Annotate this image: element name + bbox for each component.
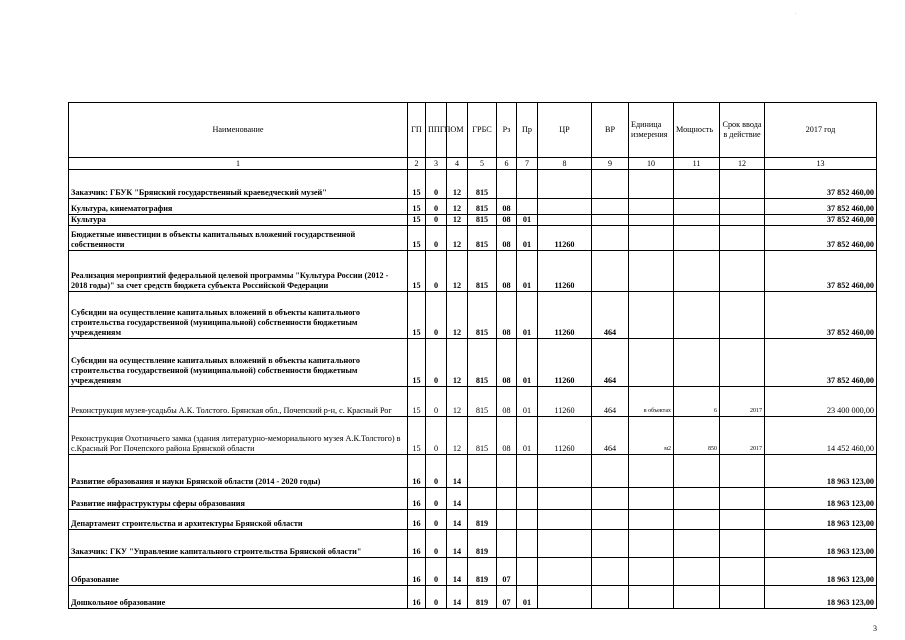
row-unit-cell bbox=[629, 339, 674, 387]
row-ppgp-cell: 0 bbox=[426, 387, 447, 417]
row-grbs-cell bbox=[468, 455, 497, 488]
row-name-cell: Дошкольное образование bbox=[69, 586, 408, 609]
row-grbs-cell: 819 bbox=[468, 530, 497, 558]
row-term-cell bbox=[720, 226, 765, 251]
row-ppgp-cell: 0 bbox=[426, 510, 447, 530]
row-gp-cell: 15 bbox=[408, 339, 426, 387]
row-name-cell: Реконструкция музея-усадьбы А.К. Толстого. Брянская обл., Почепский р-н, с. Красный Рог bbox=[69, 387, 408, 417]
row-pr-cell bbox=[517, 530, 538, 558]
row-grbs-cell: 819 bbox=[468, 510, 497, 530]
row-amount-cell: 14 452 460,00 bbox=[765, 417, 877, 455]
table-row bbox=[69, 199, 877, 215]
row-term-cell bbox=[720, 199, 765, 215]
table-row bbox=[69, 170, 877, 199]
row-ppgp-cell: 0 bbox=[426, 339, 447, 387]
row-ppgp-cell: 0 bbox=[426, 530, 447, 558]
row-amount-cell: 18 963 123,00 bbox=[765, 510, 877, 530]
row-pr-cell bbox=[517, 199, 538, 215]
row-om-cell: 14 bbox=[447, 488, 468, 510]
row-power-cell bbox=[674, 251, 720, 292]
row-vr-cell bbox=[592, 488, 629, 510]
row-unit-cell bbox=[629, 292, 674, 339]
table-row bbox=[69, 488, 877, 510]
row-ppgp-cell: 0 bbox=[426, 170, 447, 199]
row-grbs-cell: 815 bbox=[468, 339, 497, 387]
col-number: 1 bbox=[69, 158, 408, 170]
row-term-cell bbox=[720, 339, 765, 387]
row-term-cell bbox=[720, 488, 765, 510]
table-row bbox=[69, 292, 877, 339]
row-ppgp-cell: 0 bbox=[426, 455, 447, 488]
row-power-cell bbox=[674, 199, 720, 215]
col-pr-header: Пр bbox=[517, 103, 538, 158]
row-name-cell: Культура bbox=[69, 215, 408, 226]
row-unit-cell bbox=[629, 215, 674, 226]
col-grbs-header: ГРБС bbox=[468, 103, 497, 158]
col-unit-header: Единица измерения bbox=[629, 103, 674, 158]
col-number: 2 bbox=[408, 158, 426, 170]
row-power-cell bbox=[674, 586, 720, 609]
row-rz-cell bbox=[497, 170, 517, 199]
col-number: 10 bbox=[629, 158, 674, 170]
row-cs-cell bbox=[538, 215, 592, 226]
row-grbs-cell: 815 bbox=[468, 226, 497, 251]
row-pr-cell: 01 bbox=[517, 387, 538, 417]
row-ppgp-cell: 0 bbox=[426, 417, 447, 455]
row-grbs-cell: 815 bbox=[468, 292, 497, 339]
row-grbs-cell: 819 bbox=[468, 558, 497, 586]
row-name-cell: Заказчик: ГБУК "Брянский государственный краеведческий музей" bbox=[69, 170, 408, 199]
row-vr-cell bbox=[592, 170, 629, 199]
row-amount-cell: 37 852 460,00 bbox=[765, 251, 877, 292]
row-grbs-cell bbox=[468, 488, 497, 510]
row-power-cell bbox=[674, 488, 720, 510]
row-amount-cell: 37 852 460,00 bbox=[765, 226, 877, 251]
row-name-cell: Субсидии на осуществление капитальных вложений в объекты капитального строительства государственной (муниципальной) собственности бюджетным учреждениям bbox=[69, 339, 408, 387]
row-gp-cell: 16 bbox=[408, 488, 426, 510]
row-unit-cell bbox=[629, 488, 674, 510]
col-year-header: 2017 год bbox=[765, 103, 877, 158]
row-vr-cell bbox=[592, 530, 629, 558]
row-power-cell bbox=[674, 558, 720, 586]
row-cs-cell bbox=[538, 199, 592, 215]
row-power-cell bbox=[674, 292, 720, 339]
row-rz-cell: 08 bbox=[497, 292, 517, 339]
col-rz-header: Рз bbox=[497, 103, 517, 158]
row-pr-cell: 01 bbox=[517, 251, 538, 292]
row-cs-cell: 11260 bbox=[538, 387, 592, 417]
row-om-cell: 14 bbox=[447, 586, 468, 609]
col-number: 3 bbox=[426, 158, 447, 170]
column-number-row bbox=[69, 158, 877, 170]
row-term-cell bbox=[720, 292, 765, 339]
row-om-cell: 14 bbox=[447, 510, 468, 530]
row-power-cell bbox=[674, 226, 720, 251]
row-unit-cell bbox=[629, 251, 674, 292]
row-ppgp-cell: 0 bbox=[426, 215, 447, 226]
row-unit-cell bbox=[629, 558, 674, 586]
row-term-cell: 2017 bbox=[720, 417, 765, 455]
row-amount-cell: 37 852 460,00 bbox=[765, 215, 877, 226]
col-ppgp-header: ППГП bbox=[426, 103, 447, 158]
row-term-cell bbox=[720, 251, 765, 292]
row-grbs-cell: 815 bbox=[468, 251, 497, 292]
row-gp-cell: 15 bbox=[408, 199, 426, 215]
col-number: 6 bbox=[497, 158, 517, 170]
row-power-cell bbox=[674, 215, 720, 226]
row-power-cell bbox=[674, 510, 720, 530]
row-rz-cell bbox=[497, 530, 517, 558]
row-rz-cell: 08 bbox=[497, 215, 517, 226]
row-om-cell: 12 bbox=[447, 339, 468, 387]
row-gp-cell: 16 bbox=[408, 510, 426, 530]
row-om-cell: 14 bbox=[447, 455, 468, 488]
row-name-cell: Развитие инфраструктуры сферы образования bbox=[69, 488, 408, 510]
row-power-cell bbox=[674, 339, 720, 387]
row-amount-cell: 37 852 460,00 bbox=[765, 292, 877, 339]
row-rz-cell: 08 bbox=[497, 251, 517, 292]
row-om-cell: 12 bbox=[447, 417, 468, 455]
row-name-cell: Субсидии на осуществление капитальных вложений в объекты капитального строительства государственной (муниципальной) собственности бюджетным учреждениям bbox=[69, 292, 408, 339]
row-grbs-cell: 819 bbox=[468, 586, 497, 609]
row-grbs-cell: 815 bbox=[468, 215, 497, 226]
row-cs-cell bbox=[538, 586, 592, 609]
row-name-cell: Заказчик: ГКУ "Управление капитального строительства Брянской области" bbox=[69, 530, 408, 558]
row-cs-cell bbox=[538, 455, 592, 488]
row-ppgp-cell: 0 bbox=[426, 251, 447, 292]
row-om-cell: 12 bbox=[447, 387, 468, 417]
row-rz-cell bbox=[497, 455, 517, 488]
row-name-cell: Реконструкция Охотничьего замка (здания литературно-мемориального музея А.К.Толстого) в с.Красный Рог Почепского района Брянской области bbox=[69, 417, 408, 455]
row-gp-cell: 15 bbox=[408, 170, 426, 199]
row-grbs-cell: 815 bbox=[468, 387, 497, 417]
row-cs-cell: 11260 bbox=[538, 417, 592, 455]
table-row bbox=[69, 586, 877, 609]
row-pr-cell bbox=[517, 510, 538, 530]
row-gp-cell: 15 bbox=[408, 417, 426, 455]
col-number: 12 bbox=[720, 158, 765, 170]
row-cs-cell bbox=[538, 170, 592, 199]
row-vr-cell bbox=[592, 251, 629, 292]
row-term-cell bbox=[720, 586, 765, 609]
row-term-cell bbox=[720, 510, 765, 530]
row-term-cell bbox=[720, 170, 765, 199]
col-number: 13 bbox=[765, 158, 877, 170]
row-rz-cell bbox=[497, 510, 517, 530]
corner-mark: . bbox=[795, 10, 797, 16]
row-name-cell: Культура, кинематография bbox=[69, 199, 408, 215]
row-unit-cell bbox=[629, 199, 674, 215]
row-gp-cell: 16 bbox=[408, 558, 426, 586]
row-power-cell: 850 bbox=[674, 417, 720, 455]
row-cs-cell: 11260 bbox=[538, 339, 592, 387]
row-pr-cell: 01 bbox=[517, 339, 538, 387]
row-pr-cell: 01 bbox=[517, 417, 538, 455]
row-name-cell: Бюджетные инвестиции в объекты капитальных вложений государственной собственности bbox=[69, 226, 408, 251]
table-row bbox=[69, 387, 877, 417]
table-row bbox=[69, 251, 877, 292]
row-rz-cell bbox=[497, 488, 517, 510]
row-rz-cell: 08 bbox=[497, 199, 517, 215]
table-row bbox=[69, 417, 877, 455]
row-unit-cell: в объектах bbox=[629, 387, 674, 417]
row-name-cell: Развитие образования и науки Брянской области (2014 - 2020 годы) bbox=[69, 455, 408, 488]
row-om-cell: 14 bbox=[447, 558, 468, 586]
row-pr-cell: 01 bbox=[517, 292, 538, 339]
row-gp-cell: 15 bbox=[408, 226, 426, 251]
row-unit-cell bbox=[629, 530, 674, 558]
row-amount-cell: 18 963 123,00 bbox=[765, 488, 877, 510]
row-pr-cell bbox=[517, 170, 538, 199]
row-name-cell: Реализация мероприятий федеральной целевой программы "Культура России (2012 - 2018 годы)" за счет средств бюджета субъекта Российской Федерации bbox=[69, 251, 408, 292]
row-vr-cell: 464 bbox=[592, 387, 629, 417]
row-term-cell bbox=[720, 530, 765, 558]
row-amount-cell: 18 963 123,00 bbox=[765, 530, 877, 558]
row-om-cell: 14 bbox=[447, 530, 468, 558]
row-term-cell bbox=[720, 558, 765, 586]
row-om-cell: 12 bbox=[447, 199, 468, 215]
row-vr-cell: 464 bbox=[592, 417, 629, 455]
row-unit-cell bbox=[629, 455, 674, 488]
table-row bbox=[69, 530, 877, 558]
row-vr-cell bbox=[592, 226, 629, 251]
budget-table bbox=[68, 102, 877, 609]
budget-table-sheet bbox=[68, 102, 877, 609]
row-term-cell: 2017 bbox=[720, 387, 765, 417]
row-cs-cell: 11260 bbox=[538, 292, 592, 339]
row-vr-cell bbox=[592, 558, 629, 586]
row-amount-cell: 37 852 460,00 bbox=[765, 339, 877, 387]
row-ppgp-cell: 0 bbox=[426, 292, 447, 339]
col-cs-header: ЦР bbox=[538, 103, 592, 158]
col-vr-header: ВР bbox=[592, 103, 629, 158]
row-rz-cell: 08 bbox=[497, 339, 517, 387]
row-cs-cell: 11260 bbox=[538, 251, 592, 292]
row-term-cell bbox=[720, 455, 765, 488]
row-vr-cell bbox=[592, 215, 629, 226]
col-number: 5 bbox=[468, 158, 497, 170]
table-row bbox=[69, 226, 877, 251]
row-ppgp-cell: 0 bbox=[426, 558, 447, 586]
row-unit-cell bbox=[629, 170, 674, 199]
row-ppgp-cell: 0 bbox=[426, 226, 447, 251]
row-amount-cell: 37 852 460,00 bbox=[765, 170, 877, 199]
col-power-header: Мощность bbox=[674, 103, 720, 158]
row-om-cell: 12 bbox=[447, 215, 468, 226]
header-row bbox=[69, 103, 877, 158]
row-rz-cell: 08 bbox=[497, 417, 517, 455]
row-grbs-cell: 815 bbox=[468, 170, 497, 199]
row-vr-cell bbox=[592, 199, 629, 215]
col-name-header: Наименование bbox=[69, 103, 408, 158]
col-om-header: ОМ bbox=[447, 103, 468, 158]
row-power-cell: 6 bbox=[674, 387, 720, 417]
table-row bbox=[69, 339, 877, 387]
row-gp-cell: 15 bbox=[408, 251, 426, 292]
row-gp-cell: 15 bbox=[408, 215, 426, 226]
row-amount-cell: 23 400 000,00 bbox=[765, 387, 877, 417]
row-power-cell bbox=[674, 530, 720, 558]
row-vr-cell: 464 bbox=[592, 339, 629, 387]
row-gp-cell: 16 bbox=[408, 530, 426, 558]
row-om-cell: 12 bbox=[447, 251, 468, 292]
row-ppgp-cell: 0 bbox=[426, 488, 447, 510]
row-ppgp-cell: 0 bbox=[426, 586, 447, 609]
row-amount-cell: 18 963 123,00 bbox=[765, 586, 877, 609]
row-rz-cell: 08 bbox=[497, 387, 517, 417]
table-row bbox=[69, 510, 877, 530]
row-name-cell: Образование bbox=[69, 558, 408, 586]
col-number: 8 bbox=[538, 158, 592, 170]
row-ppgp-cell: 0 bbox=[426, 199, 447, 215]
row-pr-cell: 01 bbox=[517, 215, 538, 226]
row-vr-cell bbox=[592, 455, 629, 488]
row-rz-cell: 07 bbox=[497, 558, 517, 586]
row-pr-cell bbox=[517, 488, 538, 510]
row-amount-cell: 18 963 123,00 bbox=[765, 558, 877, 586]
row-cs-cell bbox=[538, 530, 592, 558]
row-gp-cell: 16 bbox=[408, 455, 426, 488]
row-unit-cell bbox=[629, 510, 674, 530]
row-power-cell bbox=[674, 455, 720, 488]
row-pr-cell bbox=[517, 455, 538, 488]
row-gp-cell: 15 bbox=[408, 292, 426, 339]
row-om-cell: 12 bbox=[447, 226, 468, 251]
row-cs-cell bbox=[538, 510, 592, 530]
col-gp-header: ГП bbox=[408, 103, 426, 158]
row-rz-cell: 07 bbox=[497, 586, 517, 609]
row-om-cell: 12 bbox=[447, 292, 468, 339]
row-cs-cell: 11260 bbox=[538, 226, 592, 251]
row-grbs-cell: 815 bbox=[468, 417, 497, 455]
row-power-cell bbox=[674, 170, 720, 199]
table-row bbox=[69, 455, 877, 488]
row-vr-cell bbox=[592, 586, 629, 609]
row-rz-cell: 08 bbox=[497, 226, 517, 251]
row-pr-cell: 01 bbox=[517, 226, 538, 251]
table-row bbox=[69, 558, 877, 586]
col-number: 9 bbox=[592, 158, 629, 170]
row-amount-cell: 37 852 460,00 bbox=[765, 199, 877, 215]
row-vr-cell bbox=[592, 510, 629, 530]
row-amount-cell: 18 963 123,00 bbox=[765, 455, 877, 488]
row-cs-cell bbox=[538, 488, 592, 510]
row-name-cell: Департамент строительства и архитектуры Брянской области bbox=[69, 510, 408, 530]
page-number: 3 bbox=[873, 624, 877, 633]
row-grbs-cell: 815 bbox=[468, 199, 497, 215]
row-pr-cell bbox=[517, 558, 538, 586]
col-number: 11 bbox=[674, 158, 720, 170]
col-term-header: Срок ввода в действие bbox=[720, 103, 765, 158]
table-row bbox=[69, 215, 877, 226]
row-vr-cell: 464 bbox=[592, 292, 629, 339]
col-number: 7 bbox=[517, 158, 538, 170]
row-gp-cell: 15 bbox=[408, 387, 426, 417]
table-body bbox=[69, 170, 877, 609]
row-unit-cell bbox=[629, 586, 674, 609]
row-unit-cell bbox=[629, 226, 674, 251]
row-gp-cell: 16 bbox=[408, 586, 426, 609]
row-cs-cell bbox=[538, 558, 592, 586]
row-term-cell bbox=[720, 215, 765, 226]
row-unit-cell: м2 bbox=[629, 417, 674, 455]
row-pr-cell: 01 bbox=[517, 586, 538, 609]
row-om-cell: 12 bbox=[447, 170, 468, 199]
col-number: 4 bbox=[447, 158, 468, 170]
